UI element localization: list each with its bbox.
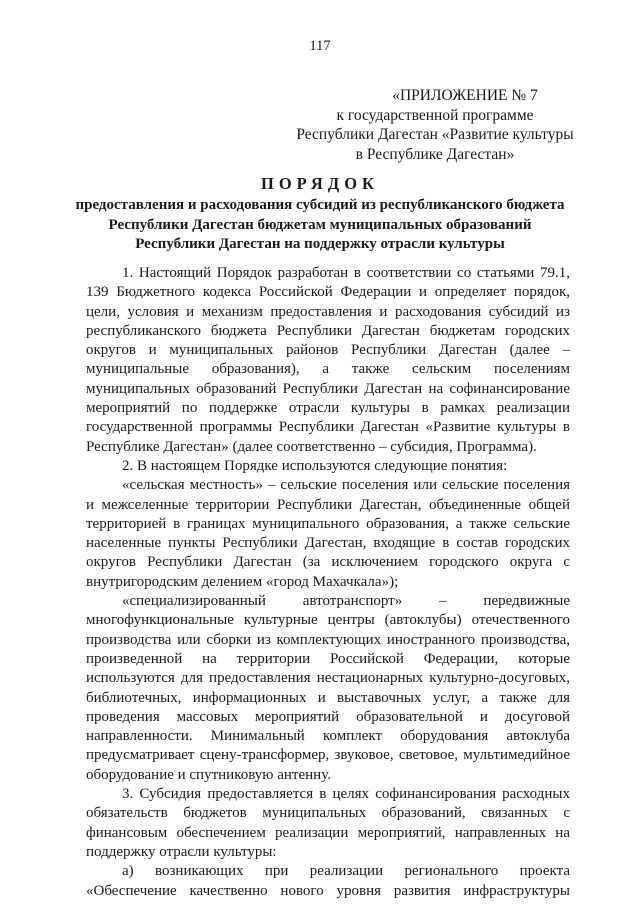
document-body [86,264,570,901]
appendix-line: к государственной программе [336,106,534,124]
document-subtitle: предоставления и расходования субсидий из республиканского бюджета Республики Дагестан бюджетам муниципальных образований Республики Дагестан на поддержку отрасли культуры [75,197,565,252]
paragraph: «специализированный автотранспорт» – передвижные многофункциональные культурные центры (автоклубы) отечественного производства или сборки из комплектующих иностранного производства, произведенной на территории Российской Федерации, которые используются для предоставления нестационарных культурно-досуговых, библиотечных, информационных и выставочных услуг, а также для проведения массовых мероприятий образовательной и досуговой направленности. Минимальный комплект оборудования автоклуба предусматривает сцену-трансформер, звуковое, световое, мультимедийное оборудование и спутниковую антенну. [86,593,570,783]
paragraph: 3. Субсидия предоставляется в целях софинансирования расходных обязательств бюджетов муниципальных образований, связанных с финансовым обеспечением реализации мероприятий, направленных на поддержку отрасли культуры: [86,786,570,860]
appendix-header [290,86,580,164]
document-title: ПОРЯДОК [261,174,379,193]
paragraph: 1. Настоящий Порядок разработан в соответствии со статьями 79.1, 139 Бюджетного кодекса Российской Федерации и определяет порядок, цели, условия и механизм предоставления и расходования субсидий из республиканского бюджета Республики Дагестан бюджетам городских округов и муниципальных районов Республики Дагестан (далее – муниципальные образования), а также сельским поселениям муниципальных образований Республики Дагестан на софинансирование мероприятий по поддержке отрасли культуры в рамках реализации государственной программы Республики Дагестан «Развитие культуры в Республике Дагестан» (далее соответственно – субсидия, Программа). [86,265,570,455]
page-number: 117 [309,38,331,54]
appendix-line: в Республике Дагестан» [355,145,515,163]
appendix-title: «ПРИЛОЖЕНИЕ № 7 [392,87,538,104]
paragraph: а) возникающих при реализации регионального проекта «Обеспечение качественно нового уровня развития инфраструктуры [86,863,570,899]
paragraph: 2. В настоящем Порядке используются следующие понятия: [122,457,508,474]
appendix-line: Республики Дагестан «Развитие культуры [296,126,574,143]
paragraph: «сельская местность» – сельские поселения или сельские поселения и межселенные территории Республики Дагестан, объединенные общей территорией в границах муниципального образования, а также сельские населенные пункты Республики Дагестан, входящие в состав городских округов Республики Дагестан (за исключением городского округа с внутригородским делением «город Махачкала»); [86,477,570,590]
